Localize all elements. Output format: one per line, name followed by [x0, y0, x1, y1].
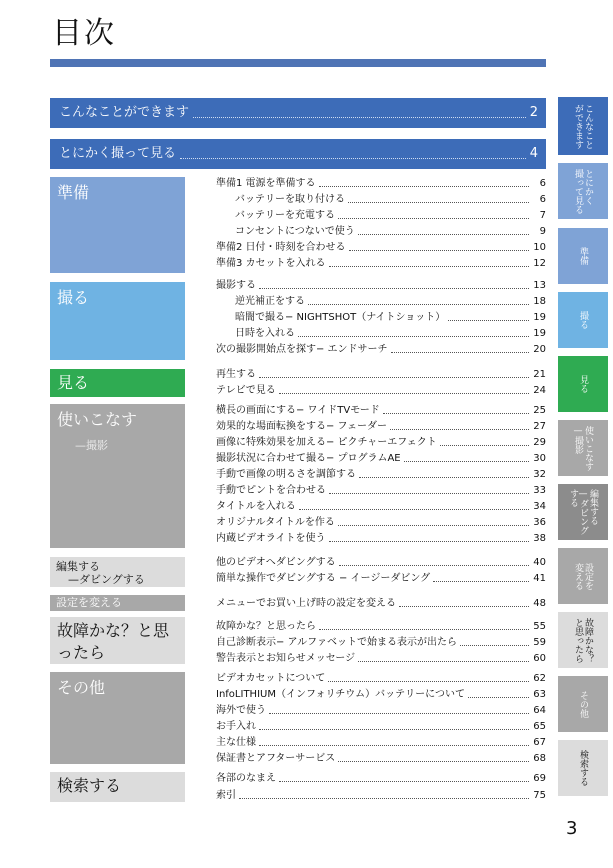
section-label: 編集する: [56, 560, 100, 573]
section-prep[interactable]: [50, 177, 185, 273]
leader-dots: [338, 761, 529, 762]
toc-entry[interactable]: [216, 279, 546, 292]
banner-overview[interactable]: [50, 98, 546, 128]
entry-page: 67: [533, 737, 546, 748]
leader-dots: [298, 336, 529, 337]
section-shoot[interactable]: [50, 282, 185, 360]
toc-entry[interactable]: [216, 452, 546, 465]
toc-entry[interactable]: [235, 193, 546, 206]
entry-page: 62: [533, 673, 546, 684]
toc-entry[interactable]: [216, 556, 546, 569]
section-label: その他: [57, 678, 106, 697]
entry-text: お手入れ: [216, 721, 256, 732]
entry-text: 自己診断表示− アルファベットで始まる表示が出たら: [216, 637, 457, 648]
entry-text: InfoLITHIUM（インフォリチウム）バッテリーについて: [216, 689, 465, 700]
toc-entry[interactable]: [235, 209, 546, 222]
section-edit[interactable]: [50, 557, 185, 587]
leader-dots: [239, 798, 529, 799]
leader-dots: [348, 202, 529, 203]
tab-view[interactable]: [558, 356, 608, 412]
entry-text: 内蔵ビデオライトを使う: [216, 533, 326, 544]
page-number: 3: [566, 818, 578, 839]
leader-dots: [338, 218, 529, 219]
entry-text: 日時を入れる: [235, 328, 295, 339]
leader-dots: [383, 413, 529, 414]
entry-page: 29: [533, 437, 546, 448]
toc-entry[interactable]: [216, 652, 546, 665]
entry-text: バッテリーを充電する: [235, 210, 335, 221]
entry-page: 20: [533, 344, 546, 355]
leader-dots: [259, 729, 529, 730]
entry-text: 画像に特殊効果を加える− ピクチャーエフェクト: [216, 437, 437, 448]
entry-text: 効果的な場面転換をする− フェーダー: [216, 421, 388, 432]
toc-entry[interactable]: [216, 468, 546, 481]
leader-dots: [440, 445, 529, 446]
section-label: 検索する: [57, 776, 122, 795]
entry-text: 手動でピントを合わせる: [216, 485, 326, 496]
leader-dots: [279, 393, 529, 394]
entry-page: 21: [533, 369, 546, 380]
tab-label: 使いこなす —撮影: [573, 425, 593, 471]
tab-shoot[interactable]: [558, 292, 608, 348]
banner-page: 2: [529, 105, 538, 120]
section-view[interactable]: [50, 369, 185, 397]
leader-dots: [319, 629, 529, 630]
entry-text: オリジナルタイトルを作る: [216, 517, 335, 528]
entry-page: 60: [533, 653, 546, 664]
entry-page: 19: [533, 328, 546, 339]
entry-text: 撮影する: [216, 280, 256, 291]
entry-page: 27: [533, 421, 546, 432]
section-others[interactable]: [50, 672, 185, 764]
leader-dots: [269, 713, 529, 714]
toc-entry[interactable]: [235, 225, 546, 238]
entry-text: コンセントにつないで使う: [235, 226, 355, 237]
leader-dots: [259, 745, 529, 746]
entry-page: 55: [533, 621, 546, 632]
toc-entry[interactable]: [216, 688, 546, 701]
entry-page: 34: [533, 501, 546, 512]
entry-page: 9: [539, 226, 546, 237]
tab-label: とにかく 撮って見る: [573, 168, 593, 214]
toc-entry[interactable]: [216, 484, 546, 497]
toc-entry[interactable]: [216, 384, 546, 397]
entry-text: 海外で使う: [216, 705, 266, 716]
leader-dots: [299, 509, 529, 510]
page-title: 目次: [52, 16, 116, 51]
leader-dots: [390, 429, 529, 430]
entry-text: 再生する: [216, 369, 256, 380]
leader-dots: [308, 304, 529, 305]
section-label: 撮る: [57, 288, 90, 307]
toc-entry[interactable]: [216, 368, 546, 381]
entry-text: 準備1 電源を準備する: [216, 178, 316, 189]
leader-dots: [448, 320, 529, 321]
entry-page: 33: [533, 485, 546, 496]
leader-dots: [329, 493, 529, 494]
section-label: 準備: [57, 183, 90, 202]
entry-page: 41: [533, 573, 546, 584]
leader-dots: [259, 288, 529, 289]
section-label: 見る: [57, 373, 90, 392]
entry-text: 撮影状況に合わせて撮る− プログラムAE: [216, 453, 401, 464]
toc-entry[interactable]: [216, 720, 546, 733]
title-rule: [50, 59, 546, 67]
tab-quick-start[interactable]: [558, 163, 608, 219]
toc-entry[interactable]: [216, 636, 546, 649]
entry-text: タイトルを入れる: [216, 501, 296, 512]
tab-overview[interactable]: [558, 97, 608, 155]
leader-dots: [349, 250, 529, 251]
toc-entry[interactable]: [235, 295, 546, 308]
entry-page: 75: [533, 790, 546, 801]
toc-entry[interactable]: [216, 620, 546, 633]
leader-dots: [180, 150, 526, 159]
entry-text: 暗闇で撮る− NIGHTSHOT（ナイトショット）: [235, 312, 446, 323]
section-settings[interactable]: [50, 595, 185, 611]
entry-page: 69: [533, 773, 546, 784]
banner-quick-start[interactable]: [50, 139, 546, 169]
entry-text: 故障かな？と思ったら: [216, 621, 316, 632]
toc-entry[interactable]: [216, 516, 546, 529]
tab-search[interactable]: [558, 740, 608, 796]
entry-text: 索引: [216, 790, 236, 801]
banner-label: こんなことができます: [59, 105, 190, 120]
entry-text: メニューでお買い上げ時の設定を変える: [216, 598, 396, 609]
entry-page: 64: [533, 705, 546, 716]
tab-edit[interactable]: [558, 484, 608, 540]
leader-dots: [468, 697, 529, 698]
toc-entry[interactable]: [216, 343, 546, 356]
entry-page: 13: [533, 280, 546, 291]
leader-dots: [329, 266, 529, 267]
toc-entry[interactable]: [216, 772, 546, 785]
entry-text: ビデオカセットについて: [216, 673, 326, 684]
entry-text: テレビで見る: [216, 385, 276, 396]
entry-page: 36: [533, 517, 546, 528]
leader-dots: [338, 525, 529, 526]
entry-text: 警告表示とお知らせメッセージ: [216, 653, 356, 664]
entry-text: 各部のなまえ: [216, 773, 276, 784]
toc-entry[interactable]: [216, 736, 546, 749]
leader-dots: [358, 661, 529, 662]
entry-text: 逆光補正をする: [235, 296, 305, 307]
tab-label: その他: [578, 690, 588, 718]
entry-page: 59: [533, 637, 546, 648]
entry-page: 40: [533, 557, 546, 568]
leader-dots: [328, 681, 529, 682]
toc-entry[interactable]: [235, 311, 546, 324]
section-sub: —撮影: [75, 439, 108, 452]
entry-page: 12: [533, 258, 546, 269]
entry-text: 準備2 日付・時刻を合わせる: [216, 242, 346, 253]
leader-dots: [391, 352, 529, 353]
entry-page: 68: [533, 753, 546, 764]
entry-text: 次の撮影開始点を探す− エンドサーチ: [216, 344, 388, 355]
banner-label: とにかく撮って見る: [59, 146, 177, 161]
entry-text: 簡単な操作でダビングする − イージーダビング: [216, 573, 431, 584]
toc-entry[interactable]: [216, 500, 546, 513]
section-troubleshoot[interactable]: [50, 617, 185, 664]
toc-entry[interactable]: [216, 257, 546, 270]
tab-troubleshoot[interactable]: [558, 612, 608, 668]
leader-dots: [259, 377, 529, 378]
leader-dots: [319, 186, 529, 187]
entry-page: 32: [533, 469, 546, 480]
section-advanced[interactable]: [50, 404, 185, 548]
entry-text: 保証書とアフターサービス: [216, 753, 336, 764]
section-sub: —ダビングする: [68, 573, 145, 586]
leader-dots: [433, 581, 529, 582]
entry-page: 7: [539, 210, 546, 221]
leader-dots: [339, 565, 529, 566]
tab-others[interactable]: [558, 676, 608, 732]
banner-page: 4: [529, 146, 538, 161]
toc-entry[interactable]: [216, 404, 546, 417]
toc-entry[interactable]: [216, 420, 546, 433]
entry-page: 10: [533, 242, 546, 253]
toc-entry[interactable]: [235, 327, 546, 340]
toc-entry[interactable]: [216, 177, 546, 190]
section-search[interactable]: [50, 772, 185, 802]
toc-entry[interactable]: [216, 436, 546, 449]
entry-text: 準備3 カセットを入れる: [216, 258, 326, 269]
toc-entry[interactable]: [216, 672, 546, 685]
toc-entry[interactable]: [216, 597, 546, 610]
entry-page: 63: [533, 689, 546, 700]
entry-page: 38: [533, 533, 546, 544]
tab-settings[interactable]: [558, 548, 608, 604]
entry-text: 手動で画像の明るさを調節する: [216, 469, 356, 480]
entry-page: 24: [533, 385, 546, 396]
entry-page: 18: [533, 296, 546, 307]
entry-text: 横長の画面にする− ワイドTVモード: [216, 405, 380, 416]
entry-page: 19: [533, 312, 546, 323]
tab-label: 見る: [578, 375, 588, 393]
section-label: 使いこなす: [57, 410, 138, 429]
leader-dots: [460, 645, 529, 646]
leader-dots: [193, 109, 526, 118]
tab-label: 撮る: [578, 311, 588, 329]
leader-dots: [358, 234, 529, 235]
entry-page: 30: [533, 453, 546, 464]
leader-dots: [404, 461, 529, 462]
tab-prep[interactable]: [558, 228, 608, 284]
tab-label: こんなこと ができます: [573, 103, 593, 149]
entry-page: 6: [539, 178, 546, 189]
tab-label: 準備: [578, 247, 588, 265]
entry-page: 25: [533, 405, 546, 416]
entry-page: 48: [533, 598, 546, 609]
entry-page: 6: [539, 194, 546, 205]
leader-dots: [279, 781, 529, 782]
toc-entry[interactable]: [216, 789, 546, 802]
tab-label: 検索する: [578, 750, 588, 786]
toc-entry[interactable]: [216, 572, 546, 585]
toc-entry[interactable]: [216, 704, 546, 717]
entry-text: 他のビデオへダビングする: [216, 557, 336, 568]
tab-advanced[interactable]: [558, 420, 608, 476]
toc-entry[interactable]: [216, 532, 546, 545]
tab-label: 編集する —ダビング する: [568, 489, 598, 535]
leader-dots: [329, 541, 530, 542]
entry-text: 主な仕様: [216, 737, 256, 748]
tab-label: 故障かな？ と思ったら: [573, 617, 593, 663]
toc-entry[interactable]: [216, 241, 546, 254]
section-label: 設定を変える: [56, 596, 122, 609]
tab-label: 設定を 変える: [573, 562, 593, 590]
leader-dots: [359, 477, 529, 478]
toc-entry[interactable]: [216, 752, 546, 765]
entry-text: バッテリーを取り付ける: [235, 194, 345, 205]
entry-page: 65: [533, 721, 546, 732]
section-label: 故障かな？と思ったら: [57, 621, 170, 662]
leader-dots: [399, 606, 529, 607]
